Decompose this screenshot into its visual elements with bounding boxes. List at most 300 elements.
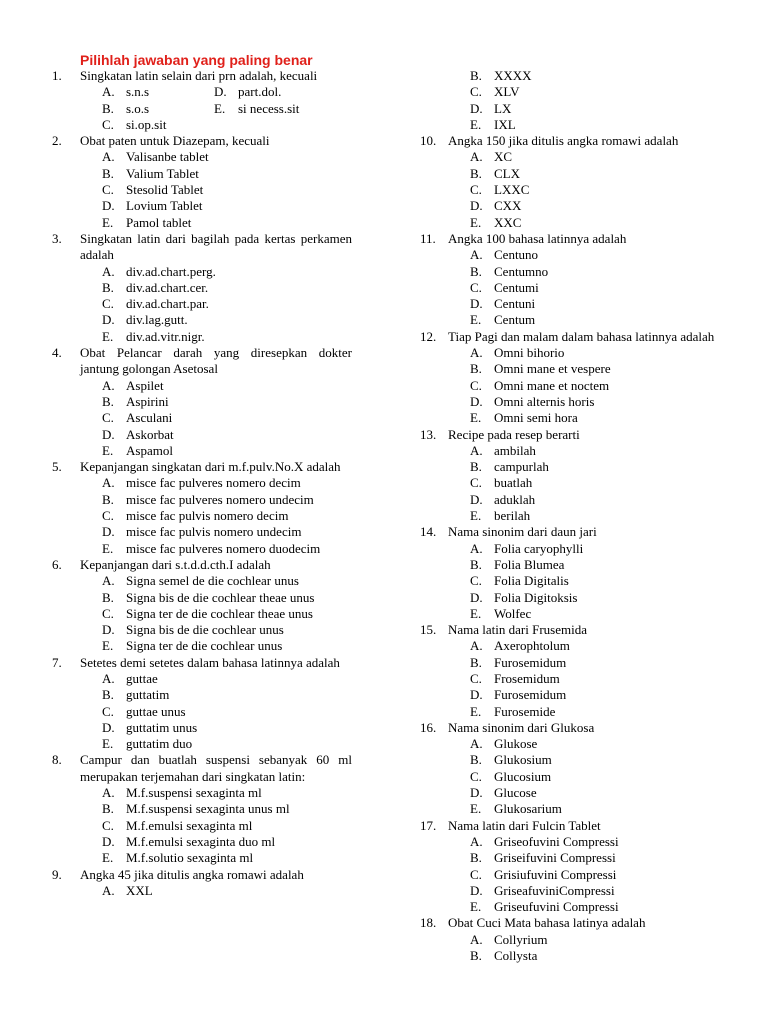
page-title: Pilihlah jawaban yang paling benar [80,52,313,68]
option-item [470,264,720,280]
option-text: Signa ter de die cochlear theae unus [126,605,313,621]
question-list-left [52,68,352,899]
option-letter: B. [102,491,114,507]
option-item [102,198,352,214]
option-text: Omni mane et vespere [494,361,611,377]
option-item [470,378,720,394]
option-letter: A. [470,345,483,361]
option-item [470,573,720,589]
option-item [470,508,720,524]
option-letter: D. [470,100,483,116]
option-text: campurlah [494,459,549,475]
option-text: LX [494,100,512,116]
option-text: si.op.sit [126,116,167,132]
option-letter: D. [470,882,483,898]
option-text: XC [494,149,513,165]
option-text: Glucosium [494,768,552,784]
option-letter: A. [470,442,483,458]
option-letter: C. [102,703,114,719]
option-item [214,101,352,117]
option-letter: D. [102,833,115,849]
option-text: XXXX [494,68,532,83]
option-letter: E. [470,410,482,426]
question-stem [52,459,352,475]
option-list [470,932,720,965]
option-item [102,622,352,638]
question-text: Angka 100 bahasa latinnya adalah [448,230,627,246]
option-item [470,687,720,703]
option-item [470,215,720,231]
question-number: 4. [52,345,62,361]
option-text: Glukose [494,736,538,752]
option-item [102,785,352,801]
option-item [470,68,720,84]
question-text: Kepanjangan singkatan dari m.f.pulv.No.X adalah [80,459,341,475]
option-text: Pamol tablet [126,214,192,230]
option-item [102,492,352,508]
question-text: Nama latin dari Frusemida [448,622,587,638]
option-item [214,84,352,100]
option-item [470,394,720,410]
option-text: guttatim duo [126,736,193,752]
option-item [102,329,352,345]
option-letter: B. [470,556,482,572]
question-number: 12. [420,328,437,344]
option-letter: A. [102,573,115,589]
option-item [470,312,720,328]
option-letter: E. [102,442,114,458]
question-item [52,655,352,753]
question-text: Nama sinonim dari Glukosa [448,719,595,735]
option-item [102,410,352,426]
option-letter: E. [102,638,114,654]
option-item [102,524,352,540]
option-letter: B. [470,361,482,377]
option-item [102,84,214,100]
option-item [470,280,720,296]
option-text: misce fac pulveres nomero decim [126,475,301,491]
option-item [102,606,352,622]
option-text: GriseafuviniCompressi [494,882,615,898]
question-number: 6. [52,556,62,572]
option-letter: C. [102,182,114,198]
option-letter: A. [102,263,115,279]
question-item [420,622,720,720]
question-item [420,427,720,525]
option-letter: C. [470,182,482,198]
question-item [52,752,352,866]
option-letter: A. [102,882,115,898]
option-item [470,883,720,899]
option-letter: B. [102,589,114,605]
option-letter: D. [470,393,483,409]
question-stem [52,133,352,149]
right-column [420,68,720,964]
option-text: Centumi [494,279,539,295]
option-text: Centumno [494,263,549,279]
option-text: Folia Digitalis [494,573,569,589]
option-letter: D. [470,687,483,703]
option-letter: D. [470,491,483,507]
option-item [102,182,352,198]
question-stem [420,622,720,638]
question-text: Recipe pada resep berarti [448,426,580,442]
question-number: 13. [420,426,437,442]
option-text: Furosemidum [494,687,567,703]
question-text: Campur dan buatlah suspensi sebanyak 60 ml merupakan terjemahan dari singkatan latin: [80,752,352,784]
option-text: part.dol. [238,84,282,100]
option-letter: C. [470,377,482,393]
option-letter: B. [102,393,114,409]
option-text: div.lag.gutt. [126,312,188,328]
option-text: Omni mane et noctem [494,377,610,393]
option-text: Wolfec [494,605,532,621]
option-letter: B. [470,948,482,964]
option-letter: A. [102,377,115,393]
question-stem [420,133,720,149]
option-text: Signa bis de die cochlear theae unus [126,589,315,605]
option-item [102,215,352,231]
option-list [470,638,720,719]
option-text: misce fac pulvis nomero undecim [126,524,302,540]
question-stem [420,818,720,834]
option-item [470,296,720,312]
option-text: Omni alternis horis [494,393,595,409]
option-item [102,687,352,703]
option-text: Centuni [494,296,536,312]
option-letter: C. [470,279,482,295]
option-item [470,850,720,866]
option-item [102,394,352,410]
option-letter: A. [470,931,483,947]
question-number: 1. [52,68,62,83]
question-number: 17. [420,817,437,833]
option-item [470,769,720,785]
option-text: si necess.sit [238,100,300,116]
option-item [470,655,720,671]
question-number: 9. [52,866,62,882]
option-text: M.f.suspensi sexaginta unus ml [126,801,290,817]
option-text: XXL [126,882,153,898]
question-text: Obat Pelancar darah yang diresepkan dokter jantung golongan Asetosal [80,345,352,377]
question-number: 8. [52,752,62,768]
option-item [102,671,352,687]
question-text: Setetes demi setetes dalam bahasa latinnya adalah [80,654,340,670]
option-item [470,704,720,720]
question-text: Nama latin dari Fulcin Tablet [448,817,601,833]
option-item [102,541,352,557]
option-item [102,378,352,394]
option-list [102,883,352,899]
option-letter: C. [470,768,482,784]
option-letter: C. [470,670,482,686]
option-letter: B. [102,687,114,703]
option-text: div.ad.vitr.nigr. [126,328,205,344]
option-list [102,378,352,459]
question-item [52,231,352,345]
option-list [102,264,352,345]
option-text: Askorbat [126,426,174,442]
option-list [470,834,720,915]
option-letter: A. [102,84,115,100]
option-item [470,361,720,377]
option-letter: B. [470,68,482,83]
option-item [102,834,352,850]
option-text: Glukosium [494,752,552,768]
option-letter: D. [470,198,483,214]
option-text: Centum [494,312,536,328]
option-text: berilah [494,508,531,524]
option-item [102,573,352,589]
option-text: Collyrium [494,931,548,947]
option-item [470,785,720,801]
question-text: Singkatan latin selain dari prn adalah, kecuali [80,68,318,83]
question-text: Angka 45 jika ditulis angka romawi adalah [80,866,304,882]
option-item [102,443,352,459]
option-letter: D. [102,198,115,214]
option-item [470,671,720,687]
option-letter: C. [102,508,114,524]
option-letter: A. [102,670,115,686]
option-text: misce fac pulvis nomero decim [126,508,289,524]
option-item [470,867,720,883]
question-stem [52,68,352,84]
option-text: Folia caryophylli [494,540,584,556]
question-stem [420,720,720,736]
option-item [470,834,720,850]
option-text: Collysta [494,948,538,964]
question-number: 2. [52,133,62,149]
option-item [102,280,352,296]
option-letter: E. [470,899,482,915]
question-stem [420,329,720,345]
option-item [102,149,352,165]
option-text: Omni semi hora [494,410,578,426]
option-letter: A. [470,540,483,556]
option-letter: B. [102,100,114,116]
option-letter: D. [102,622,115,638]
question-number: 18. [420,915,437,931]
option-item [102,850,352,866]
option-text: M.f.suspensi sexaginta ml [126,785,262,801]
option-letter: A. [470,833,483,849]
option-letter: D. [102,312,115,328]
question-stem [52,752,352,785]
option-letter: B. [470,654,482,670]
question-stem [52,867,352,883]
question-text: Kepanjangan dari s.t.d.d.cth.I adalah [80,556,271,572]
option-item [102,312,352,328]
option-text: buatlah [494,475,533,491]
option-text: misce fac pulveres nomero undecim [126,491,314,507]
option-text: s.n.s [126,84,150,100]
option-item [102,818,352,834]
option-list [470,149,720,230]
option-text: Griseofuvini Compressi [494,833,619,849]
option-list [102,785,352,866]
question-stem [420,915,720,931]
option-list [470,541,720,622]
option-text: Signa ter de die cochlear unus [126,638,283,654]
question-item [420,231,720,329]
option-item [470,182,720,198]
option-item [102,101,214,117]
option-item [470,459,720,475]
option-letter: A. [102,149,115,165]
option-letter: A. [470,638,483,654]
option-letter: D. [470,589,483,605]
option-letter: D. [102,719,115,735]
question-item [52,68,352,133]
option-text: Centuno [494,247,539,263]
question-text: Angka 150 jika ditulis angka romawi adalah [448,133,679,149]
option-letter: E. [102,214,114,230]
question-item [420,329,720,427]
option-item [470,801,720,817]
option-letter: C. [102,116,114,132]
left-column [52,52,352,899]
option-letter: B. [470,752,482,768]
option-text: ambilah [494,442,536,458]
option-list [470,247,720,328]
option-item [102,508,352,524]
option-text: guttatim unus [126,719,198,735]
option-letter: D. [102,426,115,442]
question-number: 3. [52,230,62,246]
option-text: Aspamol [126,442,173,458]
question-item [420,524,720,622]
option-text: Lovium Tablet [126,198,203,214]
question-item [420,915,720,964]
option-item [102,117,214,133]
option-text: Aspirini [126,393,169,409]
option-list [102,573,352,654]
option-text: M.f.solutio sexaginta ml [126,850,254,866]
option-text: guttatim [126,687,170,703]
option-text: Glukosarium [494,801,562,817]
option-letter: A. [102,785,115,801]
question-number: 14. [420,524,437,540]
option-letter: B. [470,850,482,866]
question-item [420,68,720,133]
option-item [102,736,352,752]
question-item [52,133,352,231]
option-letter: E. [470,116,482,132]
option-item [470,606,720,622]
option-item [102,475,352,491]
option-item [470,541,720,557]
option-letter: E. [470,508,482,524]
option-text: Furosemidum [494,654,567,670]
option-letter: D. [214,84,227,100]
option-letter: C. [102,817,114,833]
option-item [470,475,720,491]
option-letter: D. [102,524,115,540]
option-item [470,198,720,214]
question-number: 11. [420,230,436,246]
option-item [470,247,720,263]
option-item [470,149,720,165]
option-letter: E. [470,801,482,817]
question-item [52,867,352,900]
option-letter: B. [470,459,482,475]
option-text: Folia Blumea [494,556,565,572]
option-letter: E. [470,214,482,230]
option-grid [102,84,352,133]
question-text: Obat paten untuk Diazepam, kecuali [80,133,270,149]
option-text: Signa semel de die cochlear unus [126,573,299,589]
option-text: Asculani [126,410,173,426]
option-letter: B. [102,165,114,181]
question-stem [420,524,720,540]
option-text: LXXC [494,182,530,198]
question-stem [420,427,720,443]
option-text: Axerophtolum [494,638,570,654]
option-item [470,345,720,361]
option-item [102,704,352,720]
option-text: Valium Tablet [126,165,199,181]
option-text: Stesolid Tablet [126,182,204,198]
option-text: CXX [494,198,522,214]
option-item [470,557,720,573]
question-text: Singkatan latin dari bagilah pada kertas perkamen adalah [80,230,352,263]
option-letter: D. [470,785,483,801]
option-text: Glucose [494,785,537,801]
option-letter: C. [102,410,114,426]
option-text: guttae unus [126,703,186,719]
option-letter: C. [102,605,114,621]
option-item [470,948,720,964]
option-letter: B. [102,801,114,817]
option-text: Folia Digitoksis [494,589,578,605]
question-stem [52,231,352,264]
question-text: Obat Cuci Mata bahasa latinya adalah [448,915,646,931]
option-item [470,932,720,948]
option-text: misce fac pulveres nomero duodecim [126,540,321,556]
option-item [470,899,720,915]
option-item [470,84,720,100]
option-list [102,671,352,752]
option-letter: A. [470,247,483,263]
question-stem [52,655,352,671]
option-text: div.ad.chart.par. [126,296,209,312]
option-text: div.ad.chart.cer. [126,279,209,295]
option-text: XXC [494,214,522,230]
option-item [470,166,720,182]
option-text: Signa bis de die cochlear unus [126,622,284,638]
option-text: Omni bihorio [494,345,565,361]
option-text: XLV [494,84,520,100]
option-item [470,590,720,606]
option-text: Furosemide [494,703,556,719]
option-letter: B. [470,263,482,279]
option-letter: E. [102,736,114,752]
question-item [420,133,720,231]
option-text: IXL [494,116,516,132]
option-item [102,166,352,182]
option-item [470,492,720,508]
option-item [470,638,720,654]
option-text: CLX [494,165,520,181]
option-list [102,149,352,230]
question-stem [420,231,720,247]
option-item [102,264,352,280]
option-item [102,296,352,312]
option-letter: E. [102,540,114,556]
option-text: Griseifuvini Compressi [494,850,616,866]
question-item [52,557,352,655]
option-text: Aspilet [126,377,164,393]
